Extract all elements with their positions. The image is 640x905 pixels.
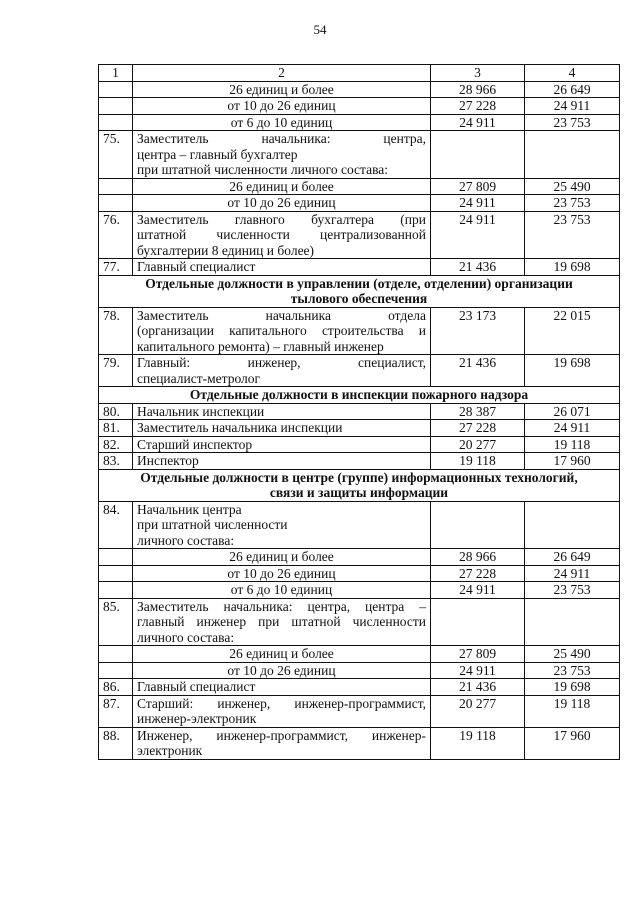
staff-size-range: от 6 до 10 единиц [133,582,431,599]
salary-value-col4: 24 911 [525,565,620,582]
section-heading-row [99,275,620,307]
salary-value-col4: 17 960 [525,453,620,470]
section-heading [99,275,620,307]
row-number [99,81,133,98]
row-number: 79. [99,355,133,387]
salary-value-col4: 19 698 [525,259,620,276]
salary-value-col3: 20 277 [431,695,525,727]
column-header: 1 [99,65,133,82]
table-subrow [99,662,620,679]
position-title [133,598,431,646]
salary-value-col4: 24 911 [525,420,620,437]
salary-value-col3: 28 966 [431,549,525,566]
position-title-line: Начальник центра [137,501,242,517]
salary-value-col4 [525,131,620,179]
row-number: 77. [99,259,133,276]
salary-value-col3: 27 809 [431,178,525,195]
position-title-line: Старший инспектор [137,436,253,452]
section-heading-line: Отдельные должности в управлении (отделе, отделении) организации [145,275,573,291]
position-title-line: Инспектор [137,453,199,468]
table-row [99,727,620,759]
table-subrow [99,549,620,566]
table-row [99,436,620,453]
position-title [133,259,431,276]
position-title-line: инженер-электроник [137,711,257,726]
staff-size-range: 26 единиц и более [133,549,431,566]
table-subrow [99,646,620,663]
section-heading [99,469,620,501]
table-row [99,259,620,276]
salary-value-col3: 24 911 [431,662,525,679]
position-title-line: Заместитель начальника отдела [137,307,426,323]
staff-size-range: от 6 до 10 единиц [133,114,431,131]
row-number: 87. [99,695,133,727]
position-title-line: при штатной численности [137,517,288,532]
salary-value-col4: 26 071 [525,403,620,420]
salary-value-col4: 26 649 [525,81,620,98]
position-title-line: капитального ремонта) – главный инженер [137,338,384,354]
column-header: 3 [431,65,525,82]
position-title-line: бухгалтерии 8 единиц и более) [137,242,315,258]
table-subrow [99,178,620,195]
position-title-line: Главный специалист [137,679,256,694]
position-title-line: Главный специалист [137,259,256,274]
column-header: 2 [133,65,431,82]
table-subrow [99,582,620,599]
position-title [133,211,431,259]
table-row [99,420,620,437]
table-row [99,211,620,259]
section-heading-line: тылового обеспечения [290,291,428,306]
section-heading-line: Отдельные должности в инспекции пожарного надзора [189,387,529,402]
section-heading-row [99,387,620,404]
section-heading [99,387,620,404]
staff-size-range: 26 единиц и более [133,646,431,663]
salary-value-col4 [525,501,620,549]
salary-value-col3: 21 436 [431,355,525,387]
position-title [133,420,431,437]
position-title-line: личного состава: [137,629,235,645]
position-title [133,501,431,549]
table-row [99,131,620,179]
salary-value-col3: 20 277 [431,436,525,453]
salary-value-col3: 23 173 [431,307,525,355]
column-header: 4 [525,65,620,82]
position-title [133,695,431,727]
salary-value-col3: 24 911 [431,211,525,259]
salary-value-col3: 27 228 [431,565,525,582]
position-title-line: Заместитель начальника: центра, [137,131,426,146]
position-title-line: Главный: инженер, специалист, [137,355,426,370]
position-title-line: при штатной численности личного состава: [137,162,389,177]
table-subrow [99,81,620,98]
salary-value-col4: 23 753 [525,195,620,212]
table-subrow [99,195,620,212]
salary-value-col3 [431,598,525,646]
salary-value-col4: 23 753 [525,211,620,259]
staff-size-range: от 10 до 26 единиц [133,662,431,679]
position-title [133,436,431,453]
position-title-line: главный инженер при штатной численности [137,614,426,629]
row-number [99,98,133,115]
position-title-line: Начальник инспекции [137,403,265,419]
salary-value-col3: 28 387 [431,403,525,420]
position-title [133,453,431,470]
salary-value-col3: 24 911 [431,582,525,599]
staff-size-range: от 10 до 26 единиц [133,98,431,115]
salary-value-col3: 24 911 [431,195,525,212]
salary-value-col4: 19 698 [525,355,620,387]
row-number [99,178,133,195]
table-row [99,403,620,420]
salary-value-col3: 19 118 [431,727,525,759]
row-number: 76. [99,211,133,259]
row-number [99,114,133,131]
section-heading-row [99,469,620,501]
row-number [99,582,133,599]
table-row [99,307,620,355]
salary-value-col4: 22 015 [525,307,620,355]
salary-value-col4: 23 753 [525,114,620,131]
staff-size-range: 26 единиц и более [133,178,431,195]
salary-value-col4: 26 649 [525,549,620,566]
salary-value-col4: 23 753 [525,582,620,599]
table-subrow [99,565,620,582]
salary-value-col3: 27 228 [431,420,525,437]
position-title-line: Заместитель начальника: центра, центра – [137,598,426,614]
table-subrow [99,114,620,131]
position-title-line: (организации капитального строительства и [137,323,426,338]
staff-size-range: от 10 до 26 единиц [133,565,431,582]
page-number: 54 [313,22,327,37]
section-heading-line: связи и защиты информации [269,485,449,500]
salary-value-col4: 25 490 [525,178,620,195]
table-header-row [99,65,620,82]
section-heading-line: Отдельные должности в центре (группе) информационных технологий, [140,469,578,485]
row-number [99,565,133,582]
salary-value-col3 [431,131,525,179]
position-title-line: личного состава: [137,532,235,548]
position-title-line: специалист-метролог [137,370,261,386]
salary-value-col3: 21 436 [431,679,525,696]
salary-value-col3: 21 436 [431,259,525,276]
row-number: 83. [99,453,133,470]
position-title [133,355,431,387]
row-number: 85. [99,598,133,646]
salary-value-col4: 23 753 [525,662,620,679]
salary-table [98,64,620,760]
table-row [99,695,620,727]
table-subrow [99,98,620,115]
salary-value-col3: 27 228 [431,98,525,115]
position-title-line: Заместитель главного бухгалтера (при [137,211,426,227]
salary-value-col3: 24 911 [431,114,525,131]
position-title [133,679,431,696]
salary-value-col4: 24 911 [525,98,620,115]
salary-value-col4: 19 118 [525,436,620,453]
position-title [133,403,431,420]
salary-value-col3 [431,501,525,549]
row-number: 86. [99,679,133,696]
row-number: 81. [99,420,133,437]
position-title-line: Старший: инженер, инженер-программист, [137,695,426,711]
table-row [99,679,620,696]
position-title [133,727,431,759]
salary-value-col4: 25 490 [525,646,620,663]
row-number [99,549,133,566]
row-number: 75. [99,131,133,179]
row-number: 82. [99,436,133,453]
position-title-line: центра – главный бухгалтер [137,146,298,162]
row-number: 88. [99,727,133,759]
salary-value-col3: 19 118 [431,453,525,470]
position-title [133,131,431,179]
table-row [99,501,620,549]
table-row [99,355,620,387]
row-number: 84. [99,501,133,549]
row-number: 80. [99,403,133,420]
salary-value-col3: 27 809 [431,646,525,663]
staff-size-range: от 10 до 26 единиц [133,195,431,212]
salary-value-col4 [525,598,620,646]
position-title-line: Инженер, инженер-программист, инженер- [137,727,426,743]
salary-value-col4: 17 960 [525,727,620,759]
position-title-line: штатной численности централизованной [137,227,426,242]
table-row [99,598,620,646]
table-row [99,453,620,470]
position-title-line: электроник [137,743,203,758]
row-number: 78. [99,307,133,355]
position-title [133,307,431,355]
salary-value-col3: 28 966 [431,81,525,98]
row-number [99,646,133,663]
row-number [99,195,133,212]
salary-value-col4: 19 698 [525,679,620,696]
salary-value-col4: 19 118 [525,695,620,727]
staff-size-range: 26 единиц и более [133,81,431,98]
row-number [99,662,133,679]
position-title-line: Заместитель начальника инспекции [137,420,343,435]
